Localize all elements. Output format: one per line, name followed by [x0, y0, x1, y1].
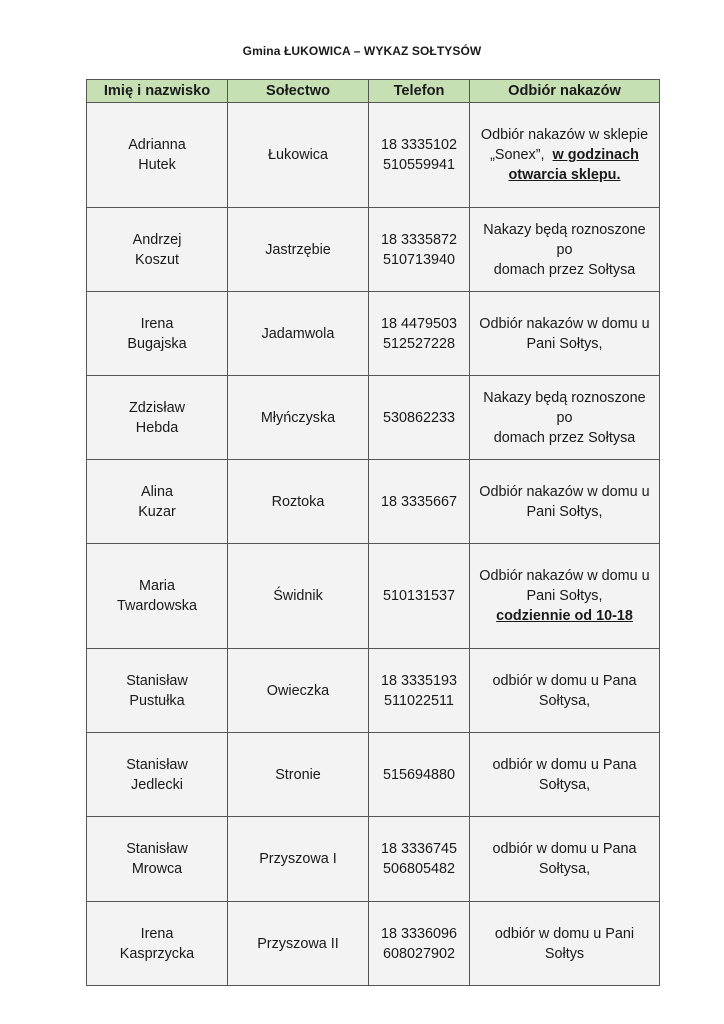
- name-cell: [87, 208, 228, 292]
- table-row: [87, 292, 660, 376]
- pickup-cell: [470, 208, 660, 292]
- phone-secondary: 511022511: [384, 692, 454, 709]
- table-row: [87, 817, 660, 902]
- last-name: Mrowca: [131, 861, 183, 877]
- name-cell: [87, 376, 228, 460]
- pickup-cell: [470, 376, 660, 460]
- header-pickup: Odbiór nakazów: [470, 80, 660, 103]
- phone-primary: 18 3335102: [380, 137, 458, 153]
- first-name: Stanisław: [126, 756, 188, 773]
- pickup-emphasis: codziennie od 10-18: [496, 608, 633, 624]
- village-cell: Jastrzębie: [228, 208, 369, 292]
- phone-primary: 515694880: [382, 766, 456, 783]
- phone-cell: [369, 544, 470, 649]
- village-cell: Owieczka: [228, 649, 369, 733]
- pickup-cell: [470, 733, 660, 817]
- phone-cell: [369, 817, 470, 902]
- pickup-text: domach przez Sołtysa: [493, 261, 636, 278]
- village-cell: Przyszowa I: [228, 817, 369, 902]
- first-name: Andrzej: [132, 231, 182, 248]
- first-name: Stanisław: [126, 841, 188, 857]
- pickup-text: Nakazy będą roznoszone po: [483, 221, 646, 258]
- phone-secondary: 608027902: [382, 945, 456, 962]
- pickup-text: Odbiór nakazów w domu u: [479, 483, 650, 500]
- pickup-cell: [470, 544, 660, 649]
- table-row: [87, 376, 660, 460]
- phone-primary: 18 3335872: [380, 231, 458, 248]
- phone-cell: [369, 376, 470, 460]
- name-cell: [87, 817, 228, 902]
- phone-cell: [369, 649, 470, 733]
- pickup-text: domach przez Sołtysa: [493, 429, 636, 446]
- village-cell: Stronie: [228, 733, 369, 817]
- name-cell: [87, 103, 228, 208]
- pickup-text: Pani Sołtys,: [526, 588, 603, 604]
- name-cell: [87, 544, 228, 649]
- name-cell: [87, 460, 228, 544]
- first-name: Adrianna: [128, 137, 186, 153]
- name-cell: [87, 733, 228, 817]
- soltys-table: [86, 79, 660, 986]
- village-cell: Roztoka: [228, 460, 369, 544]
- phone-primary: 530862233: [382, 409, 456, 426]
- first-name: Alina: [141, 483, 173, 500]
- pickup-cell: [470, 292, 660, 376]
- last-name: Jedlecki: [131, 776, 183, 793]
- pickup-cell: [470, 103, 660, 208]
- name-cell: [87, 292, 228, 376]
- first-name: Stanisław: [126, 672, 188, 689]
- pickup-text: Odbiór nakazów w domu u: [479, 568, 650, 584]
- first-name: Zdzisław: [129, 399, 185, 416]
- village-cell: Młyńczyska: [228, 376, 369, 460]
- phone-cell: [369, 733, 470, 817]
- pickup-cell: [470, 817, 660, 902]
- pickup-emphasis: w godzinach: [552, 147, 639, 163]
- pickup-text: Nakazy będą roznoszone po: [483, 389, 646, 426]
- last-name: Kasprzycka: [119, 945, 195, 962]
- pickup-text: Pani Sołtys,: [526, 335, 603, 352]
- pickup-text: Odbiór nakazów w sklepie: [480, 127, 649, 143]
- table-row: [87, 733, 660, 817]
- phone-secondary: 510713940: [382, 251, 456, 268]
- village-cell: Świdnik: [228, 544, 369, 649]
- table-row: [87, 902, 660, 986]
- phone-secondary: 506805482: [382, 861, 456, 877]
- phone-primary: 18 3336745: [380, 841, 458, 857]
- last-name: Bugajska: [127, 335, 187, 352]
- phone-cell: [369, 460, 470, 544]
- header-village: Sołectwo: [228, 80, 369, 103]
- pickup-text: odbiór w domu u Pana: [492, 756, 637, 773]
- table-row: [87, 460, 660, 544]
- phone-cell: [369, 103, 470, 208]
- last-name: Pustułka: [129, 692, 185, 709]
- phone-cell: [369, 902, 470, 986]
- pickup-cell: [470, 902, 660, 986]
- table-row: [87, 649, 660, 733]
- last-name: Hebda: [135, 419, 179, 436]
- header-phone: Telefon: [369, 80, 470, 103]
- last-name: Koszut: [135, 251, 179, 268]
- pickup-text: odbiór w domu u Pana: [492, 841, 637, 857]
- pickup-text-line: [476, 145, 653, 165]
- first-name: Irena: [140, 315, 174, 332]
- pickup-cell: [470, 460, 660, 544]
- header-name: Imię i nazwisko: [87, 80, 228, 103]
- table-row: [87, 103, 660, 208]
- table-row: [87, 208, 660, 292]
- phone-cell: [369, 292, 470, 376]
- phone-primary: 510131537: [382, 588, 456, 604]
- pickup-cell: [470, 649, 660, 733]
- pickup-text: „Sonex”,: [490, 147, 545, 163]
- last-name: Hutek: [138, 157, 176, 173]
- pickup-text: Odbiór nakazów w domu u: [479, 315, 650, 332]
- phone-primary: 18 3335667: [380, 493, 458, 510]
- village-cell: Łukowica: [228, 103, 369, 208]
- pickup-text: Pani Sołtys,: [526, 503, 603, 520]
- pickup-text: Sołtysa,: [538, 861, 591, 877]
- page-title: Gmina ŁUKOWICA – WYKAZ SOŁTYSÓW: [242, 44, 482, 58]
- first-name: Maria: [139, 578, 175, 594]
- table-row: [87, 544, 660, 649]
- village-cell: Przyszowa II: [228, 902, 369, 986]
- table-header-row: [87, 80, 660, 103]
- last-name: Twardowska: [117, 598, 197, 614]
- pickup-text: Sołtysa,: [538, 776, 591, 793]
- phone-primary: 18 4479503: [380, 315, 458, 332]
- village-cell: Jadamwola: [228, 292, 369, 376]
- name-cell: [87, 649, 228, 733]
- phone-primary: 18 3336096: [380, 925, 458, 942]
- pickup-emphasis: otwarcia sklepu.: [508, 167, 621, 183]
- last-name: Kuzar: [138, 503, 176, 520]
- phone-primary: 18 3335193: [380, 672, 458, 689]
- phone-secondary: 512527228: [382, 335, 456, 352]
- first-name: Irena: [140, 925, 174, 942]
- pickup-text: odbiór w domu u Pana: [492, 672, 637, 689]
- phone-secondary: 510559941: [382, 157, 456, 173]
- pickup-text: Sołtysa,: [538, 692, 591, 709]
- phone-cell: [369, 208, 470, 292]
- pickup-text: odbiór w domu u Pani Sołtys: [494, 925, 635, 962]
- name-cell: [87, 902, 228, 986]
